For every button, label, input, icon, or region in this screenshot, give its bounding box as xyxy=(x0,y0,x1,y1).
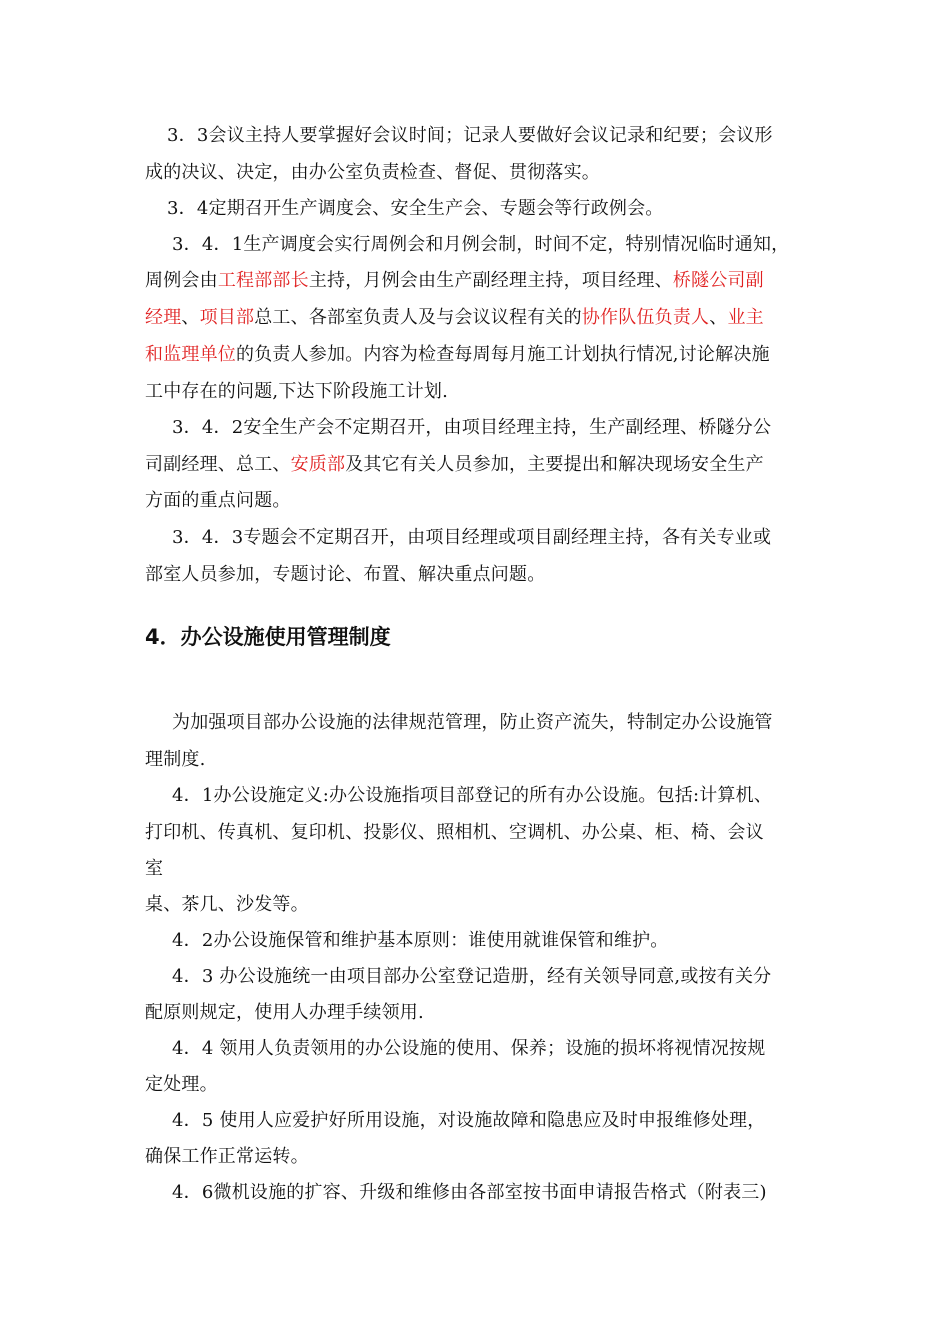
paragraph-3-4-2-line-1: 3．4．2安全生产会不定期召开，由项目经理主持，生产副经理、桥隧分公 xyxy=(172,417,772,438)
text-run: 主持，月例会由生产副经理主持，项目经理、 xyxy=(308,270,673,291)
paragraph-4-6-line-1: 4．6微机设施的扩容、升级和维修由各部室按书面申请报告格式（附表三) xyxy=(172,1182,767,1203)
highlight-text: 项目部 xyxy=(199,307,255,328)
paragraph-4-3-line-2: 配原则规定，使用人办理手续领用. xyxy=(145,1002,424,1023)
paragraph-3-4-3-line-2: 部室人员参加，专题讨论、布置、解决重点问题。 xyxy=(145,564,546,585)
paragraph-4-5-line-2: 确保工作正常运转。 xyxy=(145,1146,309,1167)
highlight-text: 工程部部长 xyxy=(217,270,309,291)
highlight-text: 业主 xyxy=(727,307,764,328)
highlight-text: 和监理单位 xyxy=(145,344,236,365)
paragraph-4-4-line-1: 4．4 领用人负责领用的办公设施的使用、保养；设施的损坏将视情况按规 xyxy=(172,1038,766,1059)
paragraph-3-4-2-line-2 xyxy=(145,453,764,477)
text-run: 总工、各部室负责人及与会议议程有关的 xyxy=(254,307,582,328)
paragraph-3-4-2-line-3: 方面的重点问题。 xyxy=(145,490,291,511)
paragraph-3-4: 3．4定期召开生产调度会、安全生产会、专题会等行政例会。 xyxy=(167,198,664,219)
paragraph-4-1-line-1: 4．1办公设施定义:办公设施指项目部登记的所有办公设施。包括:计算机、 xyxy=(172,785,773,806)
text-run: 、 xyxy=(181,307,200,328)
highlight-text: 桥隧公司副 xyxy=(672,270,764,291)
paragraph-3-3-line-2: 成的决议、决定，由办公室负责检查、督促、贯彻落实。 xyxy=(145,162,600,183)
section-4-heading: 4．办公设施使用管理制度 xyxy=(145,625,391,649)
paragraph-4-1-line-3: 室 xyxy=(145,858,164,879)
paragraph-3-4-1-line-1: 3．4．1生产调度会实行周例会和月例会制，时间不定，特别情况临时通知， xyxy=(172,234,790,255)
paragraph-4-5-line-1: 4．5 使用人应爱护好所用设施，对设施故障和隐患应及时申报维修处理， xyxy=(172,1110,766,1131)
text-run: 的负责人参加。内容为检查每周每月施工计划执行情况,讨论解决施 xyxy=(236,344,770,365)
text-run: 及其它有关人员参加，主要提出和解决现场安全生产 xyxy=(345,454,764,475)
paragraph-3-4-1-line-3 xyxy=(145,306,764,330)
section-4-intro-line-1: 为加强项目部办公设施的法律规范管理，防止资产流失，特制定办公设施管 xyxy=(172,712,773,733)
text-run: 司副经理、总工、 xyxy=(145,454,291,475)
highlight-text: 协作队伍负责人 xyxy=(581,307,710,328)
text-run: 周例会由 xyxy=(145,270,218,291)
paragraph-3-3-line-1: 3．3会议主持人要掌握好会议时间；记录人要做好会议记录和纪要；会议形 xyxy=(167,125,773,146)
paragraph-4-2: 4．2办公设施保管和维护基本原则：谁使用就谁保管和维护。 xyxy=(172,930,669,951)
paragraph-3-4-1-line-5: 工中存在的问题,下达下阶段施工计划. xyxy=(145,381,449,402)
paragraph-3-4-3-line-1: 3．4．3专题会不定期召开，由项目经理或项目副经理主持，各有关专业或 xyxy=(172,527,772,548)
section-4-intro-line-2: 理制度. xyxy=(145,749,206,770)
paragraph-4-1-line-4: 桌、茶几、沙发等。 xyxy=(145,894,309,915)
paragraph-3-4-1-line-4 xyxy=(145,343,770,367)
paragraph-4-1-line-2: 打印机、传真机、复印机、投影仪、照相机、空调机、办公桌、柜、椅、会议 xyxy=(145,822,764,843)
paragraph-3-4-1-line-2 xyxy=(145,269,764,293)
paragraph-4-4-line-2: 定处理。 xyxy=(145,1074,218,1095)
highlight-text: 经理 xyxy=(145,307,182,328)
paragraph-4-3-line-1: 4．3 办公设施统一由项目部办公室登记造册，经有关领导同意,或按有关分 xyxy=(172,966,772,987)
highlight-text: 安质部 xyxy=(290,454,346,475)
text-run: 、 xyxy=(709,307,728,328)
